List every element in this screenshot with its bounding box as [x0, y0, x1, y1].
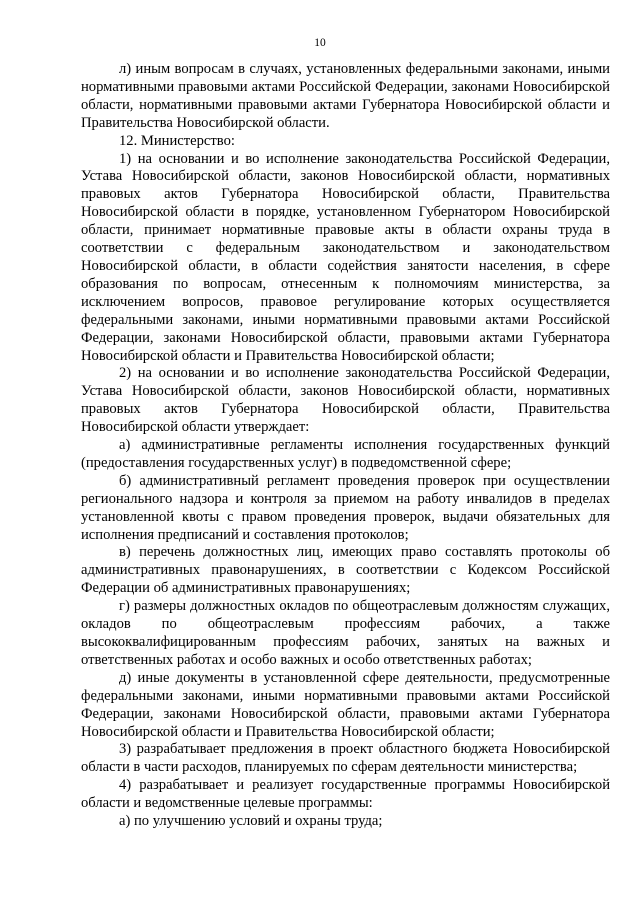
paragraph-item-3: 3) разрабатывает предложения в проект областного бюджета Новосибирской области в части расходов, планируемых по сферам деятельности министерства;: [81, 741, 610, 776]
page-number: 10: [314, 37, 326, 49]
paragraph-subitem-v: в) перечень должностных лиц, имеющих право составлять протоколы об административных правонарушениях, в соответствии с Кодексом Российской Федерации об административных правонарушениях;: [81, 544, 610, 597]
paragraph-subitem-d: д) иные документы в установленной сфере деятельности, предусмотренные федеральными законами, иными нормативными правовыми актами Российской Федерации, законами Новосибирской области, правовыми актами Губернатора Новосибирской области и Правительства Новосибирской области;: [81, 669, 610, 740]
paragraph-item-1: 1) на основании и во исполнение законодательства Российской Федерации, Устава Новосибирской области, законов Новосибирской области, нормативных правовых актов Губернатора Новосибирской области, Правительства Новосибирской области в порядке, установленном Губернатором Новосибирской области, принимает нормативные правовые акты в области охраны труда в соответствии с федеральным законодательством и законодательством Новосибирской области, в области содействия занятости населения, в сфере образования по вопросам, отнесенным к полномочиям министерства, за исключением вопросов, правовое регулирование которых осуществляется федеральными законами, иными нормативными правовыми актами Российской Федерации, законами Новосибирской области, правовыми актами Губернатора Новосибирской области и Правительства Новосибирской области;: [81, 150, 610, 364]
paragraph-section-12-heading: 12. Министерство:: [119, 132, 235, 149]
paragraph-item-4: 4) разрабатывает и реализует государственные программы Новосибирской области и ведомственные целевые программы:: [81, 777, 610, 812]
paragraph-subitem-a-labor-conditions: а) по улучшению условий и охраны труда;: [119, 813, 383, 830]
paragraph-item-2: 2) на основании и во исполнение законодательства Российской Федерации, Устава Новосибирской области, законов Новосибирской области, нормативных правовых актов Губернатора Новосибирской области, Правительства Новосибирской области утверждает:: [81, 365, 610, 436]
paragraph-subitem-g: г) размеры должностных окладов по общеотраслевым должностям служащих, окладов по общеотраслевым профессиям рабочих, а также высококвалифицированным профессиям рабочих, занятых на важных и ответственных работах и особо важных и особо ответственных работах;: [81, 598, 610, 668]
document-body: [81, 61, 610, 831]
paragraph-subitem-b: б) административный регламент проведения проверок при осуществлении регионального надзора и контроля за приемом на работу инвалидов в пределах установленной квоты с правом проведения проверок, выдачи обязательных для исполнения предписаний и составления протоколов;: [81, 472, 610, 543]
paragraph-item-l: л) иным вопросам в случаях, установленных федеральными законами, иными нормативными правовыми актами Российской Федерации, законами Новосибирской области, нормативными правовыми актами Губернатора Новосибирской области и Правительства Новосибирской области.: [81, 61, 610, 131]
paragraph-subitem-a: а) административные регламенты исполнения государственных функций (предоставления государственных услуг) в подведомственной сфере;: [81, 437, 610, 471]
